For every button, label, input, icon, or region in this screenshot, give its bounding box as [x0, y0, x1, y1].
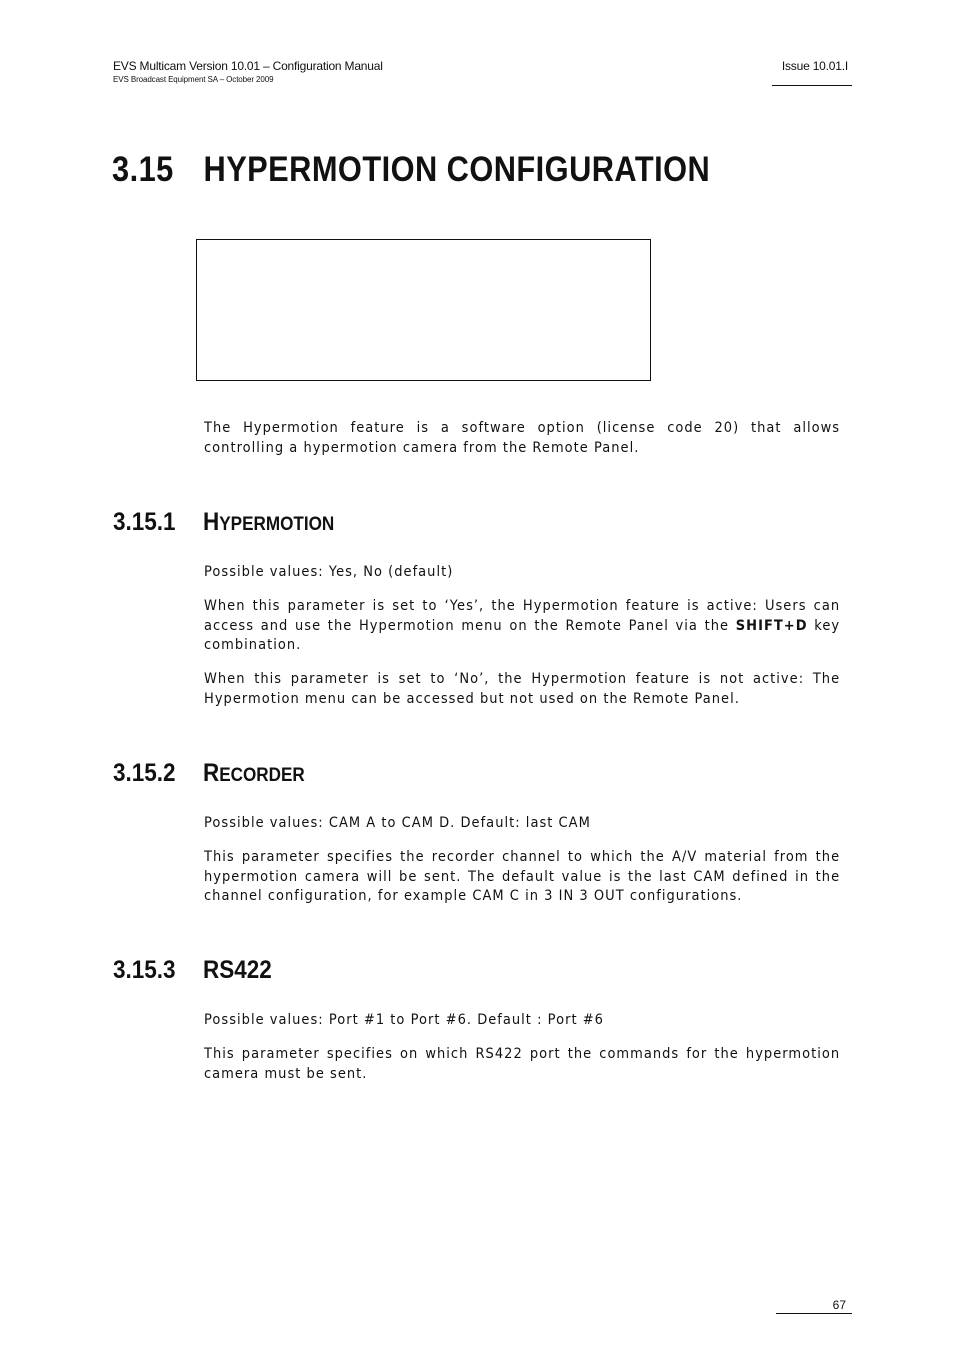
section-number: 3.15	[112, 150, 174, 189]
subsection-heading-hypermotion	[113, 508, 334, 537]
subsection-title-initial: R	[203, 759, 220, 787]
section-title: HYPERMOTION CONFIGURATION	[203, 150, 711, 189]
subsection-heading-rs422	[113, 956, 272, 985]
recorder-paragraph: This parameter specifies the recorder channel to which the A/V material from the hypermotion camera will be sent. The default value is the last CAM defined in the channel configuration, for example CAM C in 3 IN 3 OUT configurations.	[204, 849, 841, 904]
subsection-number: 3.15.3	[113, 956, 176, 984]
subsection-number: 3.15.1	[113, 508, 176, 536]
paragraph-text: key combination.	[204, 617, 841, 653]
figure-placeholder	[196, 239, 651, 381]
footer-rule	[776, 1313, 852, 1314]
section-heading	[112, 150, 710, 190]
document-subtitle: EVS Broadcast Equipment SA – October 2009	[113, 75, 274, 84]
shortcut-key: SHIFT+D	[735, 617, 808, 634]
hypermotion-no-paragraph: When this parameter is set to ‘No’, the Hypermotion feature is not active: The Hypermotion menu can be accessed but not used on the Remote Panel.	[204, 671, 841, 707]
subsection-heading-recorder	[113, 759, 305, 788]
subsection-title-initial: H	[203, 508, 220, 536]
possible-values-recorder: Possible values: CAM A to CAM D. Default: last CAM	[204, 815, 591, 831]
intro-paragraph: The Hypermotion feature is a software option (license code 20) that allows controlling a hypermotion camera from the Remote Panel.	[204, 420, 841, 456]
header-rule	[772, 85, 852, 86]
subsection-number: 3.15.2	[113, 759, 176, 787]
rs422-paragraph: This parameter specifies on which RS422 port the commands for the hypermotion camera must be sent.	[204, 1046, 841, 1082]
hypermotion-yes-paragraph	[204, 597, 840, 656]
paragraph-text: When this parameter is set to ‘Yes’, the Hypermotion feature is active: Users can access and use the Hypermotion menu on the Remote Panel via the	[204, 598, 841, 634]
page-number: 67	[832, 1298, 846, 1312]
subsection-title-rest: ECORDER	[219, 765, 305, 786]
document-title: EVS Multicam Version 10.01 – Configuration Manual	[113, 59, 383, 73]
subsection-title-rest: YPERMOTION	[219, 514, 335, 535]
possible-values-hypermotion: Possible values: Yes, No (default)	[204, 564, 454, 580]
subsection-title-initial: RS422	[203, 956, 272, 984]
issue-label: Issue 10.01.I	[781, 59, 848, 73]
possible-values-rs422: Possible values: Port #1 to Port #6. Default : Port #6	[204, 1012, 604, 1028]
